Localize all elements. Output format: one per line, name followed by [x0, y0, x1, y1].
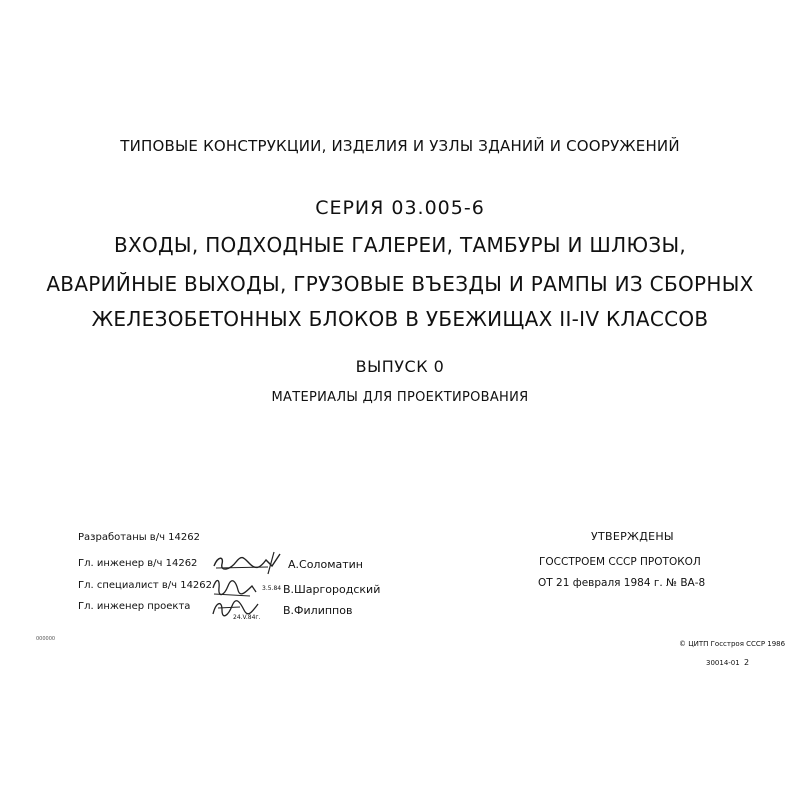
signer-date-2: 3.5.84 [262, 585, 282, 592]
signer-role-1: Гл. инженер в/ч 14262 [78, 558, 198, 569]
issue-number: ВЫПУСК 0 [355, 357, 445, 376]
archive-stamp: 000000 [36, 636, 56, 642]
approval-date: ОТ 21 февраля 1984 г. № ВА-8 [538, 577, 706, 589]
series-number: СЕРИЯ 03.005-6 [315, 197, 485, 219]
approval-authority: ГОССТРОЕМ СССР ПРОТОКОЛ [539, 556, 701, 568]
document-code: 30014-01 [706, 659, 740, 667]
signer-role-2: Гл. специалист в/ч 14262 [78, 580, 213, 591]
title-line-1: ВХОДЫ, ПОДХОДНЫЕ ГАЛЕРЕИ, ТАМБУРЫ И ШЛЮЗЫ, [113, 233, 687, 257]
signer-name-2: В.Шаргородский [283, 583, 381, 596]
document-subtitle: МАТЕРИАЛЫ ДЛЯ ПРОЕКТИРОВАНИЯ [271, 390, 529, 405]
developed-by: Разработаны в/ч 14262 [78, 532, 200, 543]
title-line-2: АВАРИЙНЫЕ ВЫХОДЫ, ГРУЗОВЫЕ ВЪЕЗДЫ И РАМПЫ ИЗ СБОРНЫХ [46, 272, 754, 296]
signer-role-3: Гл. инженер проекта [78, 601, 191, 612]
signer-name-1: А.Соломатин [288, 558, 363, 571]
approved-label: УТВЕРЖДЕНЫ [591, 530, 674, 543]
title-line-3: ЖЕЛЕЗОБЕТОННЫХ БЛОКОВ В УБЕЖИЩАХ II-IV КЛАССОВ [91, 307, 709, 331]
signer-date-3: 24.V.84г. [233, 614, 261, 621]
page-number: 2 [744, 658, 750, 667]
copyright-notice: © ЦИТП Госстроя СССР 1986 [679, 640, 786, 648]
signature-1 [210, 550, 286, 576]
document-header: ТИПОВЫЕ КОНСТРУКЦИИ, ИЗДЕЛИЯ И УЗЛЫ ЗДАНИЙ И СООРУЖЕНИЙ [120, 137, 680, 155]
signer-name-3: В.Филиппов [283, 604, 353, 617]
